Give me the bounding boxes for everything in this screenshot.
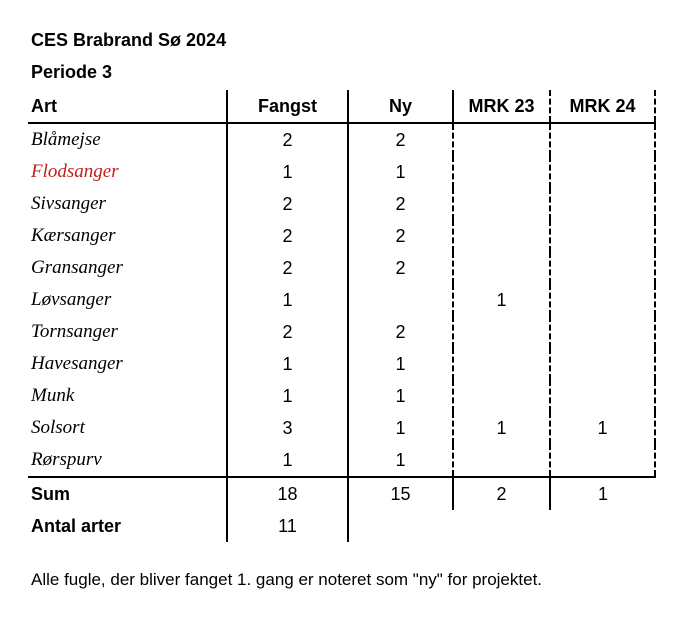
ny-value: 1 (348, 380, 453, 412)
sum-label: Sum (31, 484, 71, 504)
fangst-value: 2 (227, 123, 348, 156)
mrk23-value: 1 (453, 284, 550, 316)
species-name: Gransanger (31, 257, 123, 278)
column-header-mrk24: MRK 24 (550, 90, 655, 123)
mrk23-value (453, 123, 550, 156)
mrk23-value (453, 220, 550, 252)
mrk23-value (453, 380, 550, 412)
mrk24-value (550, 156, 655, 188)
table-row (28, 220, 655, 252)
fangst-value: 1 (227, 444, 348, 477)
mrk23-value (453, 252, 550, 284)
ny-value: 1 (348, 412, 453, 444)
sum-ny: 15 (348, 477, 453, 510)
fangst-value: 3 (227, 412, 348, 444)
table-row (28, 284, 655, 316)
table-row (28, 444, 655, 477)
column-header-fangst: Fangst (227, 90, 348, 123)
species-name: Blåmejse (31, 129, 101, 150)
table-row (28, 316, 655, 348)
empty-cell (550, 510, 655, 542)
species-count-label: Antal arter (31, 516, 122, 536)
table-row (28, 188, 655, 220)
mrk23-value (453, 316, 550, 348)
species-name: Rørspurv (28, 444, 227, 477)
table-row (28, 412, 655, 444)
fangst-value: 1 (227, 156, 348, 188)
sum-mrk23: 2 (453, 477, 550, 510)
mrk24-value (550, 123, 655, 156)
species-name: Kærsanger (31, 225, 116, 246)
table-row (28, 348, 655, 380)
mrk24-value (550, 316, 655, 348)
ny-value: 2 (348, 316, 453, 348)
fangst-value: 1 (227, 380, 348, 412)
mrk24-value (550, 444, 655, 477)
sum-row (28, 477, 655, 510)
fangst-value: 1 (227, 284, 348, 316)
document-title: CES Brabrand Sø 2024 (31, 30, 227, 50)
empty-cell (453, 510, 550, 542)
species-count-row (28, 510, 655, 542)
ny-value: 1 (348, 444, 453, 477)
column-header-ny: Ny (348, 90, 453, 123)
species-name: Solsort (31, 417, 85, 438)
mrk24-value (550, 252, 655, 284)
catch-table (28, 90, 656, 542)
ny-value (348, 284, 453, 316)
period-subtitle: Periode 3 (31, 62, 113, 82)
species-name: Flodsanger (31, 161, 119, 182)
fangst-value: 2 (227, 220, 348, 252)
mrk24-value: 1 (550, 412, 655, 444)
ny-value: 2 (348, 252, 453, 284)
species-name: Sivsanger (31, 193, 106, 214)
table-body (28, 123, 655, 542)
table-row (28, 252, 655, 284)
ny-value: 1 (348, 348, 453, 380)
table-row (28, 380, 655, 412)
ny-value: 2 (348, 188, 453, 220)
column-header-art: Art (28, 90, 227, 123)
ny-value: 2 (348, 123, 453, 156)
ny-value: 1 (348, 156, 453, 188)
mrk24-value (550, 348, 655, 380)
mrk23-value (453, 348, 550, 380)
sum-mrk24: 1 (550, 477, 655, 510)
fangst-value: 2 (227, 252, 348, 284)
sum-fangst: 18 (227, 477, 348, 510)
species-name: Tornsanger (31, 321, 118, 342)
fangst-value: 2 (227, 188, 348, 220)
mrk24-value (550, 220, 655, 252)
mrk23-value (453, 444, 550, 477)
mrk24-value (550, 380, 655, 412)
table-row (28, 123, 655, 156)
fangst-value: 1 (227, 348, 348, 380)
species-name: Havesanger (31, 353, 123, 374)
empty-cell (348, 510, 453, 542)
species-count-value: 11 (227, 510, 348, 542)
footnote: Alle fugle, der bliver fanget 1. gang er noteret som "ny" for projektet. (31, 570, 543, 589)
column-header-mrk23: MRK 23 (453, 90, 550, 123)
table-row (28, 156, 655, 188)
mrk23-value (453, 156, 550, 188)
species-name: Munk (31, 385, 75, 406)
mrk24-value (550, 284, 655, 316)
ny-value: 2 (348, 220, 453, 252)
mrk24-value (550, 188, 655, 220)
table-header-row (28, 90, 655, 123)
fangst-value: 2 (227, 316, 348, 348)
species-name: Løvsanger (31, 289, 112, 310)
mrk23-value: 1 (453, 412, 550, 444)
mrk23-value (453, 188, 550, 220)
